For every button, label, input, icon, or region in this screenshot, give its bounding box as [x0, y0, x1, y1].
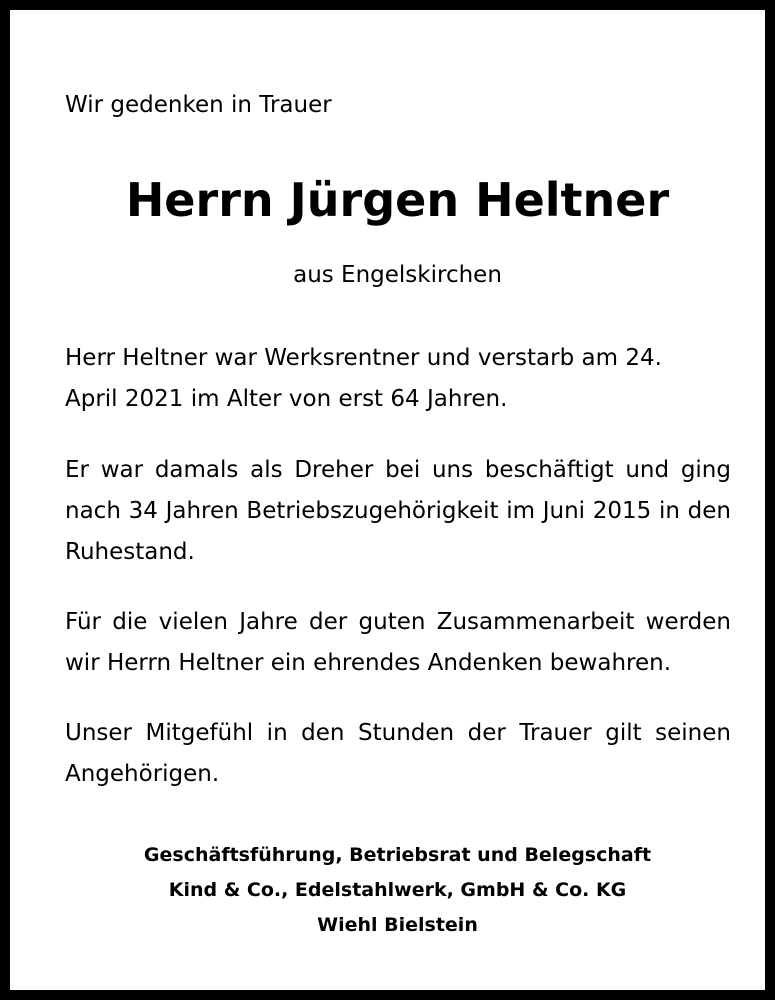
intro-text: Wir gedenken in Trauer	[65, 92, 332, 118]
paragraph-employment: Er war damals als Dreher bei uns beschäftigt und ging nach 34 Jahren Betriebszugehörigkeit im Juni 2015 in den Ruhestand.	[65, 457, 731, 565]
signature-line-management: Geschäftsführung, Betriebsrat und Belegschaft	[143, 844, 652, 866]
signature-line-location: Wiehl Bielstein	[317, 914, 478, 936]
signature-line-company: Kind & Co., Edelstahlwerk, GmbH & Co. KG	[168, 879, 627, 901]
paragraph-death-notice: Herr Heltner war Werksrentner und verstarb am 24. April 2021 im Alter von erst 64 Jahren.	[65, 345, 662, 412]
paragraph-condolence: Unser Mitgefühl in den Stunden der Trauer gilt seinen Angehörigen.	[65, 720, 731, 787]
deceased-name: Herrn Jürgen Heltner	[125, 173, 670, 227]
paragraph-remembrance: Für die vielen Jahre der guten Zusammenarbeit werden wir Herrn Heltner ein ehrendes Andenken bewahren.	[65, 609, 731, 676]
signature-block	[10, 838, 775, 943]
origin-text: aus Engelskirchen	[293, 262, 502, 288]
